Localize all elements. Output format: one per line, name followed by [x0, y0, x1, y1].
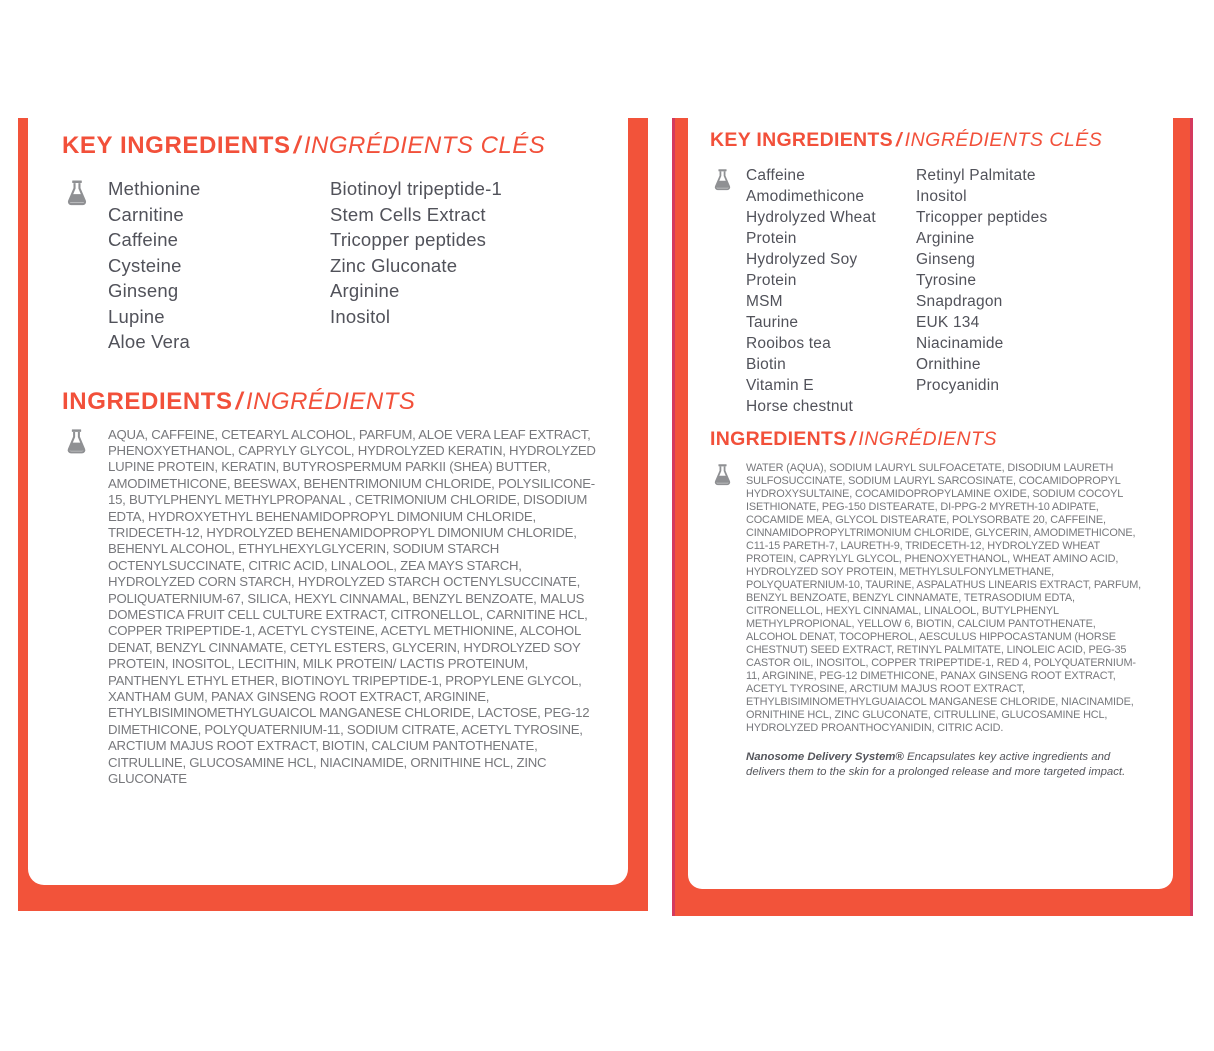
left-label-content — [28, 118, 628, 885]
key-ingredient-item: Retinyl Palmitate — [916, 167, 1036, 184]
key-ingredient-item: Hydrolyzed Soy Protein — [746, 251, 858, 289]
left-label-panel — [18, 118, 648, 911]
heading-en: KEY INGREDIENTS — [62, 132, 291, 159]
key-ingredient-item: Tricopper peptides — [330, 229, 487, 250]
heading-fr: INGRÉDIENTS — [245, 387, 416, 415]
left-ingredients-heading — [62, 388, 602, 416]
heading-separator: / — [849, 428, 856, 450]
key-ingredient-item: Taurine — [746, 314, 799, 331]
key-ingredient-item: Ornithine — [916, 356, 981, 373]
key-ingredient-item: Arginine — [916, 230, 975, 247]
heading-separator: / — [235, 387, 243, 415]
key-ingredient-item: Cysteine — [108, 254, 182, 276]
key-ingredient-item: Lupine — [108, 305, 165, 327]
key-ingredient-item: Inositol — [916, 188, 967, 205]
heading-fr: INGRÉDIENTS CLÉS — [904, 129, 1103, 151]
right-key-ingredients-column-1 — [746, 165, 916, 417]
key-ingredient-item: Rooibos tea — [746, 335, 831, 352]
heading-en: INGREDIENTS — [710, 428, 847, 450]
right-key-ingredients-heading — [710, 129, 1157, 152]
key-ingredient-item: Carnitine — [108, 203, 184, 225]
flask-icon — [710, 165, 746, 195]
key-ingredient-item: Ginseng — [916, 251, 976, 268]
key-ingredient-item: Niacinamide — [916, 335, 1004, 352]
key-ingredient-item: MSM — [746, 293, 783, 310]
left-key-ingredients-column-1 — [108, 176, 330, 355]
left-key-ingredients-block — [62, 176, 602, 355]
key-ingredient-item: Aloe Vera — [108, 331, 191, 352]
footnote-body: Encapsulates key active ingredients and delivers them to the skin for a prolonged release and more targeted impact. — [746, 751, 1126, 778]
key-ingredient-item: Horse chestnut — [746, 398, 854, 415]
right-ingredients-block — [710, 462, 1157, 735]
key-ingredient-item: Vitamin E — [746, 377, 814, 394]
heading-separator: / — [895, 129, 902, 151]
heading-en: KEY INGREDIENTS — [710, 129, 893, 151]
left-key-ingredients-column-2 — [330, 176, 602, 329]
key-ingredient-item: Procyanidin — [916, 377, 1000, 394]
heading-fr: INGRÉDIENTS CLÉS — [303, 132, 546, 159]
key-ingredient-item: EUK 134 — [916, 314, 980, 331]
key-ingredient-item: Stem Cells Extract — [330, 203, 486, 225]
flask-icon — [62, 427, 108, 459]
key-ingredient-item: Arginine — [330, 280, 400, 301]
key-ingredient-item: Inositol — [330, 305, 391, 327]
key-ingredient-item: Tyrosine — [916, 272, 977, 289]
key-ingredient-item: Snapdragon — [916, 293, 1003, 310]
key-ingredient-item: Methionine — [108, 178, 201, 199]
heading-en: INGREDIENTS — [62, 387, 233, 415]
flask-icon — [710, 462, 746, 490]
key-ingredient-item: Tricopper peptides — [916, 209, 1048, 226]
right-ingredients-heading — [710, 428, 1157, 451]
right-label-panel — [672, 118, 1193, 916]
left-key-ingredients-heading — [62, 132, 602, 160]
key-ingredient-item: Hydrolyzed Wheat Protein — [746, 209, 876, 247]
key-ingredient-item: Caffeine — [108, 229, 179, 250]
key-ingredient-item: Biotinoyl tripeptide-1 — [330, 178, 503, 199]
heading-separator: / — [293, 132, 301, 159]
right-key-ingredients-block — [710, 165, 1157, 417]
right-ingredients-text: WATER (AQUA), SODIUM LAURYL SULFOACETATE, DISODIUM LAURETH SULFOSUCCINATE, SODIUM LAURYL SARCOSINATE, COCAMIDOPROPYL HYDROXYSULTAINE, COCAMIDOPROPYLAMINE OXIDE, SODIUM COCOYL ISETHIONATE, PEG-150 DISTEARATE, DI-PPG-2 MYRETH-10 ADIPATE, COCAMIDE MEA, GLYCOL DISTEARATE, POLYSORBATE 20, CAFFEINE, CINNAMIDOPROPYLTRIMONIUM CHLORIDE, GLYCERIN, AMODIMETHICONE, C11-15 PARETH-7, LAURETH-9, TRIDECETH-12, HYDROLYZED WHEAT PROTEIN, CAPRYLYL GLYCOL, PHENOXYETHANOL, WHEAT AMINO ACID, HYDROLYZED SOY PROTEIN, METHYLSULFONYLMETHANE, POLYQUATERNIUM-10, TAURINE, ASPALATHUS LINEARIS EXTRACT, PARFUM, BENZYL BENZOATE, BENZYL CINNAMATE, TETRASODIUM EDTA, CITRONELLOL, HEXYL CINNAMAL, LINALOOL, BUTYLPHENYL METHYLPROPIONAL, YELLOW 6, BIOTIN, CALCIUM PANTOTHENATE, ALCOHOL DENAT, TOCOPHEROL, AESCULUS HIPPOCASTANUM (HORSE CHESTNUT) SEED EXTRACT, RETINYL PALMITATE, LINOLEIC ACID, PEG-35 CASTOR OIL, INOSITOL, COPPER TRIPEPTIDE-1, RED 4, POLYQUATERNIUM-11, ARGININE, PEG-12 DIMETHICONE, PANAX GINSENG ROOT EXTRACT, ACETYL TYROSINE, ARCTIUM MAJUS ROOT EXTRACT, ETHYLBISIMINOMETHYLGUAIACOL MANGANESE CHLORIDE, NIACINAMIDE, ORNITHINE HCL, ZINC GLUCONATE, CITRULLINE, GLUCOSAMINE HCL, HYDROLYZED PROANTHOCYANIDIN, CITRIC ACID. — [746, 462, 1142, 734]
right-label-content — [688, 118, 1173, 889]
right-key-ingredients-column-2 — [916, 165, 1157, 396]
heading-fr: INGRÉDIENTS — [858, 428, 998, 450]
left-ingredients-text: AQUA, CAFFEINE, CETEARYL ALCOHOL, PARFUM, ALOE VERA LEAF EXTRACT, PHENOXYETHANOL, CAPRYLY GLYCOL, HYDROLYZED KERATIN, HYDROLYZED LUPINE PROTEIN, KERATIN, BUTYROSPERMUM PARKII (SHEA) BUTTER, AMODIMETHICONE, BEESWAX, BEHENTRIMONIUM CHLORIDE, POLYSILICONE-15, BUTYLPHENYL METHYLPROPANAL , CETRIMONIUM CHLORIDE, DISODIUM EDTA, HYDROXYETHYL BEHENAMIDOPROPYL DIMONIUM CHLORIDE, TRIDECETH-12, HYDROLYZED BEHENAMIDOPROPYL DIMONIUM CHLORIDE, BEHENYL ALCOHOL, ETHYLHEXYLGLYCERIN, SODIUM STARCH OCTENYLSUCCINATE, CITRIC ACID, LINALOOL, ZEA MAYS STARCH, HYDROLYZED CORN STARCH, HYDROLYZED STARCH OCTENYLSUCCINATE, POLIQUATERNIUM-67, SILICA, HEXYL CINNAMAL, BENZYL BENZOATE, MALUS DOMESTICA FRUIT CELL CULTURE EXTRACT, CITRONELLOL, CARNITINE HCL, COPPER TRIPEPTIDE-1, ACETYL CYSTEINE, ACETYL METHIONINE, ALCOHOL DENAT, BENZYL CINNAMATE, CETYL ESTERS, GLYCERIN, HYDROLYZED SOY PROTEIN, INOSITOL, LECITHIN, MILK PROTEIN/ LACTIS PROTEINUM, PANTHENYL ETHYL ETHER, BIOTINOYL TRIPEPTIDE-1, PROPYLENE GLYCOL, XANTHAM GUM, PANAX GINSENG ROOT EXTRACT, ARGININE, ETHYLBISIMINOMETHYLGUAICOL MANGANESE CHLORIDE, LACTOSE, PEG-12 DIMETHICONE, POLYQUATERNIUM-11, SODIUM CITRATE, ACETYL TYROSINE, ARCTIUM MAJUS ROOT EXTRACT, BIOTIN, CALCIUM PANTOTHENATE, CITRULLINE, GLUCOSAMINE HCL, NIACINAMIDE, ORNITHINE HCL, ZINC GLUCONATE — [108, 426, 596, 787]
key-ingredient-item: Caffeine — [746, 167, 806, 184]
nanosome-footnote — [746, 750, 1138, 779]
key-ingredient-item: Amodimethicone — [746, 188, 865, 205]
flask-icon — [62, 176, 108, 211]
left-ingredients-block — [62, 427, 602, 788]
key-ingredient-item: Zinc Gluconate — [330, 254, 458, 276]
key-ingredient-item: Ginseng — [108, 280, 179, 301]
footnote-title: Nanosome Delivery System® — [746, 751, 904, 763]
key-ingredient-item: Biotin — [746, 356, 786, 373]
